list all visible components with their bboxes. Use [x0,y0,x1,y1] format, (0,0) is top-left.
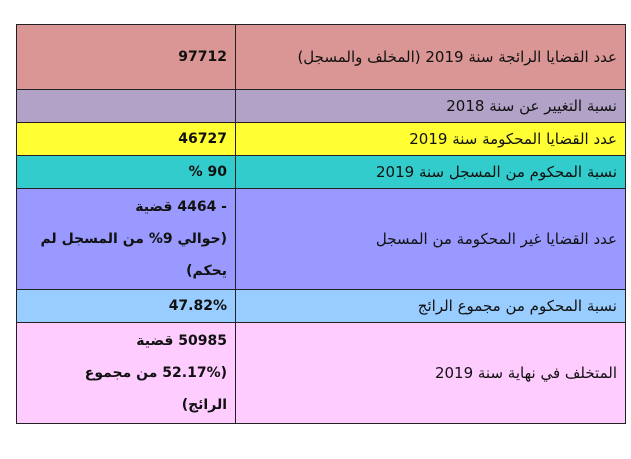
table-row-judged-ratio [17,156,626,189]
cell-value: يحكم) [186,263,227,279]
label-cell: عدد القضايا الرائجة سنة 2019 (المخلف والمسجل) [236,25,626,90]
table-row-unjudged-cases [17,189,626,290]
value-cell [17,156,236,189]
table-row-change-rate [17,90,626,123]
table-row-judged-cases [17,123,626,156]
value-cell [17,90,236,123]
label-cell: عدد القضايا غير المحكومة من المسجل [236,189,626,290]
value-cell [17,323,236,424]
label-cell: نسبة المحكوم من مجموع الرائج [236,290,626,323]
statistics-table [16,24,626,424]
table-row-pending-cases [17,25,626,90]
value-cell [17,189,236,290]
cell-value: 90 % [188,164,227,180]
cell-value: الرائج) [181,397,227,413]
label-cell: المتخلف في نهاية سنة 2019 [236,323,626,424]
label-cell: عدد القضايا المحكومة سنة 2019 [236,123,626,156]
table-row-judged-of-total [17,290,626,323]
value-cell [17,123,236,156]
cell-value: 97712 [178,49,227,65]
cell-value: - 4464 قضية [135,199,227,215]
cell-value: (52.17% من مجموع [84,365,227,381]
cell-value: 47.82% [168,298,227,314]
cell-value: (حوالي 9% من المسجل لم [40,231,227,247]
label-cell: نسبة المحكوم من المسجل سنة 2019 [236,156,626,189]
cell-value: 50985 قضية [136,333,227,349]
cell-value: 46727 [178,131,227,147]
table-row-backlog [17,323,626,424]
value-cell [17,25,236,90]
value-cell [17,290,236,323]
label-cell: نسبة التغيير عن سنة 2018 [236,90,626,123]
